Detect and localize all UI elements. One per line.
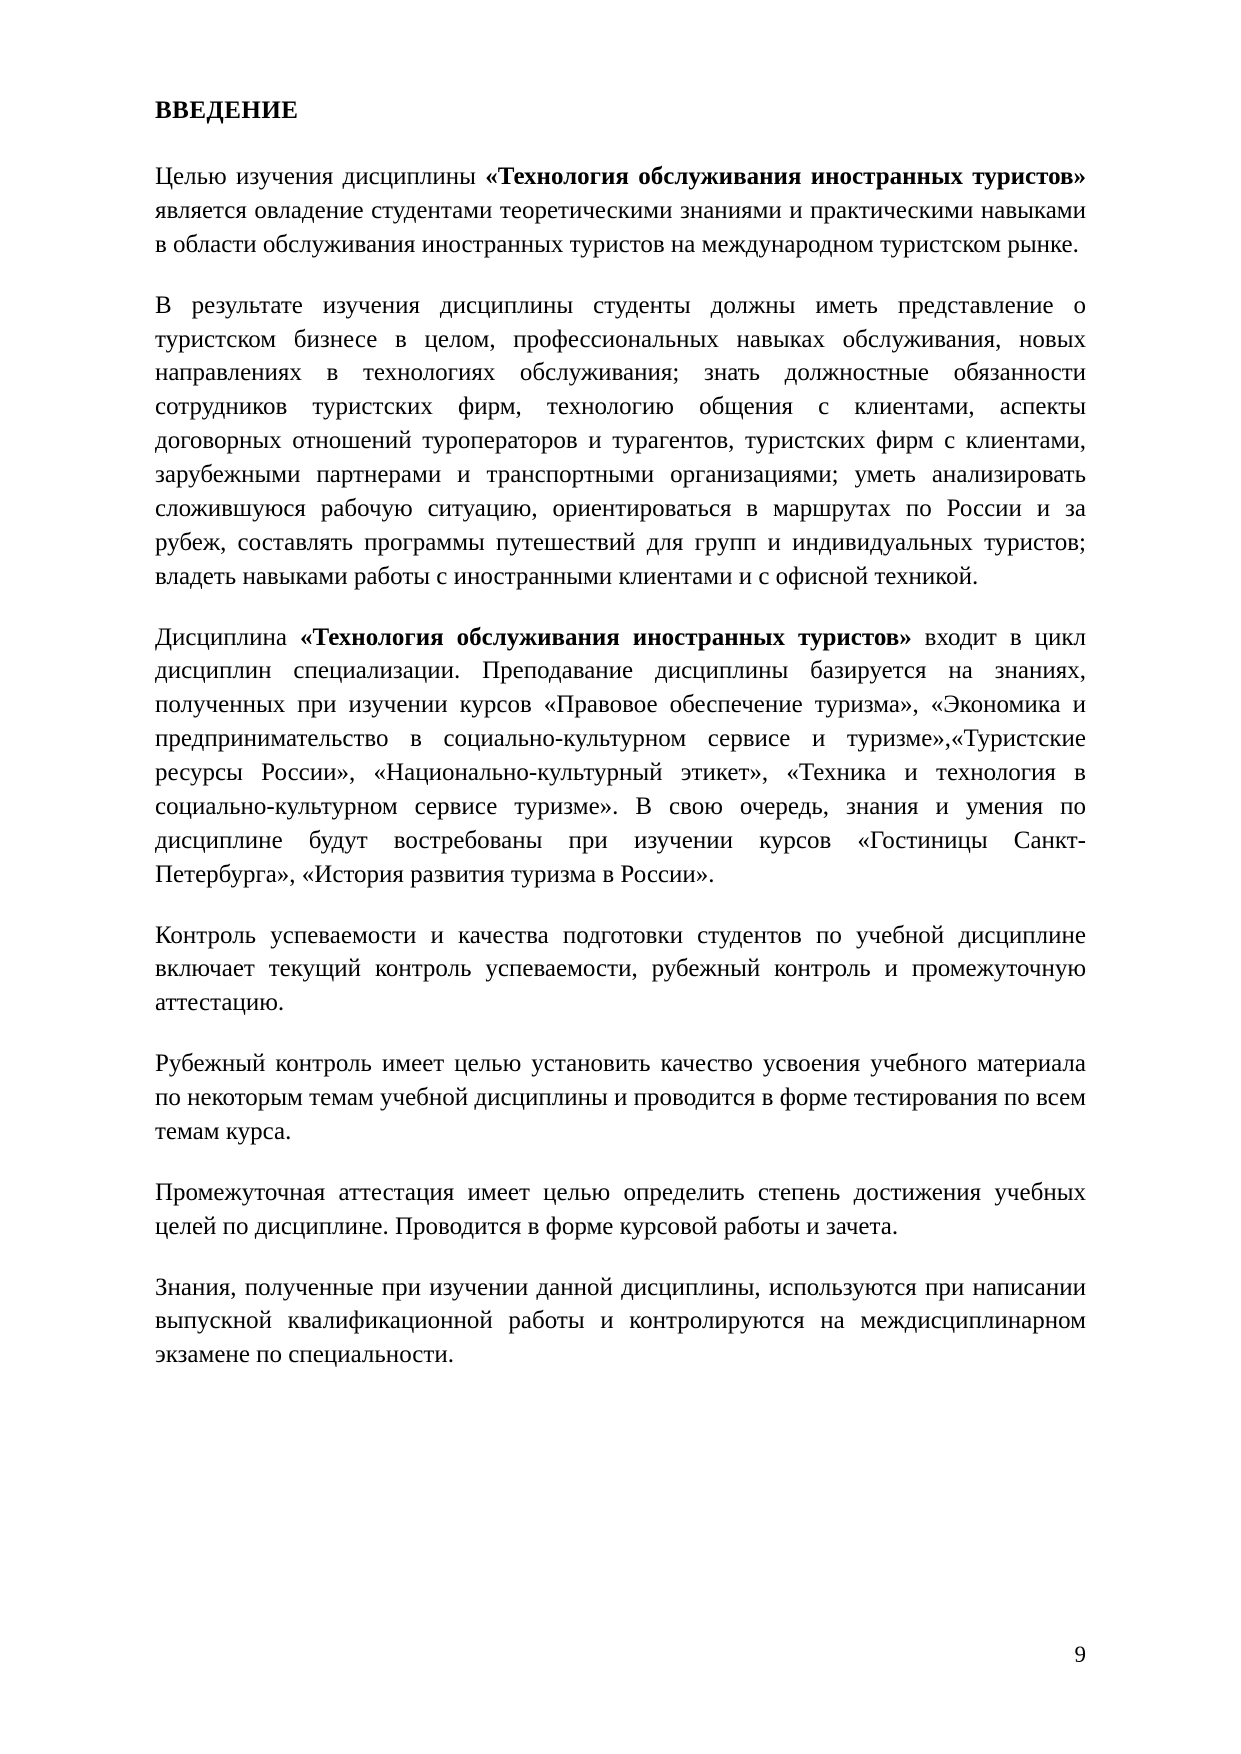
body-text: Целью изучения дисциплины bbox=[155, 163, 486, 190]
paragraph bbox=[155, 160, 1086, 262]
paragraph bbox=[155, 621, 1086, 892]
emphasis-text: «Технология обслуживания иностранных туристов» bbox=[299, 623, 912, 651]
body-text: Знания, полученные при изучении данной дисциплины, используются при написании выпускной квалификационной работы и контролируются на междисциплинарном экзамене по специальности. bbox=[155, 1273, 1086, 1369]
body-text: В результате изучения дисциплины студенты должны иметь представление о туристском бизнесе в целом, профессиональных навыках обслуживания, новых направлениях в технологиях обслуживания; знать должностные обязанности сотрудников туристских фирм, технологию общения с клиентами, аспекты договорных отношений туроператоров и турагентов, туристских фирм с клиентами, зарубежными партнерами и транспортными организациями; уметь анализировать сложившуюся рабочую ситуацию, ориентироваться в маршрутах по России и за рубеж, составлять программы путешествий для групп и индивидуальных туристов; владеть навыками работы с иностранными клиентами и с офисной техникой. bbox=[155, 291, 1086, 590]
document-body bbox=[155, 96, 1086, 1372]
body-text: Рубежный контроль имеет целью установить качество усвоения учебного материала по некоторым темам учебной дисциплины и проводится в форме тестирования по всем темам курса. bbox=[155, 1050, 1086, 1145]
paragraph bbox=[155, 1176, 1086, 1244]
body-text: входит в цикл дисциплин специализации. Преподавание дисциплины базируется на знаниях, полученных при изучении курсов «Правовое обеспечение туризма», «Экономика и предпринимательство в социально-культурном сервисе и туризме»,«Туристские ресурсы России», «Национально-культурный этикет», «Техника и технология в социально-культурном сервисе туризме». В свою очередь, знания и умения по дисциплине будут востребованы при изучении курсов «Гостиницы Санкт-Петербурга», «История развития туризма в России». bbox=[155, 623, 1086, 888]
paragraph bbox=[155, 1047, 1086, 1149]
body-text: Контроль успеваемости и качества подготовки студентов по учебной дисциплине включает текущий контроль успеваемости, рубежный контроль и промежуточную аттестацию. bbox=[155, 921, 1086, 1017]
paragraph-container bbox=[155, 160, 1086, 1372]
body-text: является овладение студентами теоретическими знаниями и практическими навыками в области обслуживания иностранных туристов на международном туристском рынке. bbox=[155, 196, 1086, 258]
page-number: 9 bbox=[1074, 1642, 1086, 1667]
paragraph bbox=[155, 1271, 1086, 1373]
body-text: Дисциплина bbox=[155, 623, 300, 651]
page-title: ВВЕДЕНИЕ bbox=[155, 97, 299, 124]
body-text: Промежуточная аттестация имеет целью определить степень достижения учебных целей по дисциплине. Проводится в форме курсовой работы и зачета. bbox=[155, 1178, 1086, 1240]
paragraph bbox=[155, 919, 1086, 1021]
paragraph bbox=[155, 289, 1086, 594]
emphasis-text: «Технология обслуживания иностранных туристов» bbox=[485, 163, 1086, 190]
